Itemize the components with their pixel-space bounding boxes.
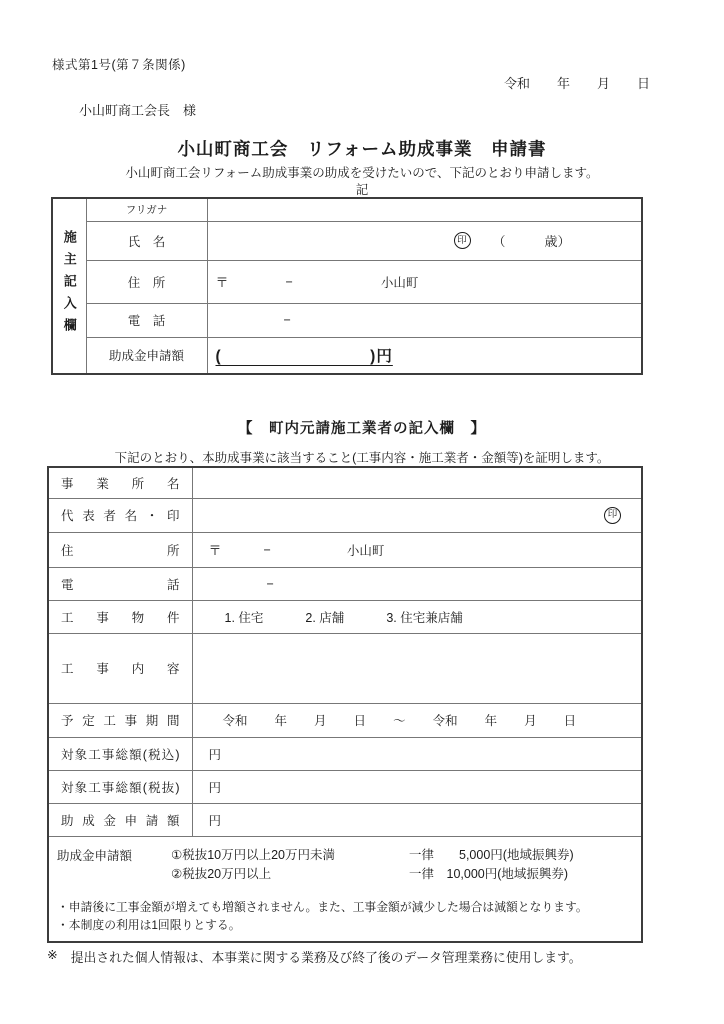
total-tax-excl-field: 円 [192, 770, 642, 803]
total-tax-incl-label: 対象工事総額(税込) [48, 737, 192, 770]
phone-label: 電 話 [86, 303, 207, 337]
address-field [207, 260, 642, 303]
contractor-address-label: 住 所 [48, 532, 192, 567]
page-subtitle: 小山町商工会リフォーム助成事業の助成を受けたいので、下記のとおり申請します。 [125, 166, 599, 180]
representative-field [192, 498, 642, 532]
grant-request-label: 助成金申請額 [86, 337, 207, 374]
contractor-phone-label: 電 話 [48, 567, 192, 600]
property-option-house-shop: 3. 住宅兼店舗 [386, 610, 463, 625]
period-era-end: 令和 [432, 714, 458, 728]
grant-amount-field: 円 [192, 803, 642, 836]
postal-dash: − [285, 274, 293, 289]
note-bullet-2: ・本制度の利用は1回限りとする。 [57, 917, 241, 932]
phone-field [207, 303, 642, 337]
furigana-field [207, 198, 642, 221]
form-number: 様式第1号(第７条関係) [52, 58, 186, 72]
property-type-label: 工 事 物 件 [48, 600, 192, 633]
grant-amount-label: 助 成 金 申 請 額 [48, 803, 192, 836]
postal-dash: − [263, 542, 271, 557]
period-month-end: 月 [524, 714, 537, 728]
phone-dash: − [283, 313, 291, 327]
contractor-phone-field [192, 567, 642, 600]
period-era-start: 令和 [222, 714, 248, 728]
seal-mark-icon: 印 [604, 507, 621, 524]
property-type-field [192, 600, 642, 633]
period-year-start: 年 [274, 714, 288, 728]
work-period-label: 予 定 工 事 期 間 [48, 703, 192, 737]
tier1-condition: ①税抜10万円以上20万円未満 [171, 847, 336, 862]
work-detail-label: 工 事 内 容 [48, 633, 192, 703]
town-name: 小山町 [380, 275, 419, 290]
total-tax-excl-label: 対象工事総額(税抜) [48, 770, 192, 803]
note-bullet-1: ・申請後に工事金額が増えても増額されません。また、工事金額が減少した場合は減額となります。 [57, 900, 588, 915]
ki-mark: 記 [355, 183, 369, 197]
contractor-section-heading: 【 町内元請施工業者の記入欄 】 [238, 421, 486, 437]
period-year-end: 年 [484, 714, 498, 728]
business-name-field [192, 467, 642, 498]
date-year-label: 年 [556, 76, 570, 91]
grant-request-field [207, 337, 642, 374]
name-label: 氏 名 [86, 221, 207, 260]
date-day-label: 日 [636, 76, 650, 91]
phone-dash: − [266, 576, 274, 591]
town-name: 小山町 [346, 543, 385, 558]
page-title: 小山町商工会 リフォーム助成事業 申請書 [177, 139, 547, 159]
date-month-label: 月 [596, 76, 610, 91]
period-month-start: 月 [314, 714, 327, 728]
address-label: 住 所 [86, 260, 207, 303]
property-option-house: 1. 住宅 [224, 610, 264, 625]
representative-label: 代 表 者 名 ・ 印 [48, 498, 192, 532]
owner-side-label: 施主記入欄 [52, 198, 86, 374]
asterisk-mark: ※ [47, 947, 58, 962]
property-option-shop: 2. 店舗 [305, 610, 345, 625]
notes-grant-label: 助成金申請額 [57, 848, 133, 863]
period-day-end: 日 [563, 714, 577, 728]
contractor-entry-table [47, 466, 643, 943]
contractor-address-field [192, 532, 642, 567]
total-tax-incl-field: 円 [192, 737, 642, 770]
grant-amount-blank: ( )円 [215, 348, 393, 366]
tier2-amount: 一律 10,000円(地域振興券) [409, 866, 569, 881]
business-name-label: 事 業 所 名 [48, 467, 192, 498]
privacy-note-text: 提出された個人情報は、本事業に関する業務及び終了後のデータ管理業務に使用します。 [70, 950, 582, 965]
work-detail-field [192, 633, 642, 703]
name-field [207, 221, 642, 260]
date-line [504, 73, 650, 92]
work-period-field [192, 703, 642, 737]
addressee: 小山町商工会長 様 [79, 103, 197, 118]
seal-mark-icon: 印 [454, 232, 471, 249]
postal-mark-icon: 〒 [208, 543, 222, 558]
owner-entry-table [51, 197, 643, 375]
tier1-amount: 一律 5,000円(地域振興券) [409, 847, 574, 862]
certify-statement: 下記のとおり、本助成事業に該当すること(工事内容・施工業者・金額等)を証明します。 [114, 451, 610, 465]
period-tilde: ～ [393, 714, 406, 728]
age-field: （ 歳） [492, 234, 571, 249]
furigana-label: フリガナ [86, 198, 207, 221]
privacy-note [47, 947, 582, 966]
period-day-start: 日 [353, 714, 367, 728]
tier2-condition: ②税抜20万円以上 [171, 866, 272, 881]
grant-notes-cell [48, 836, 642, 942]
postal-mark-icon: 〒 [215, 275, 229, 290]
date-era: 令和 [503, 76, 530, 91]
